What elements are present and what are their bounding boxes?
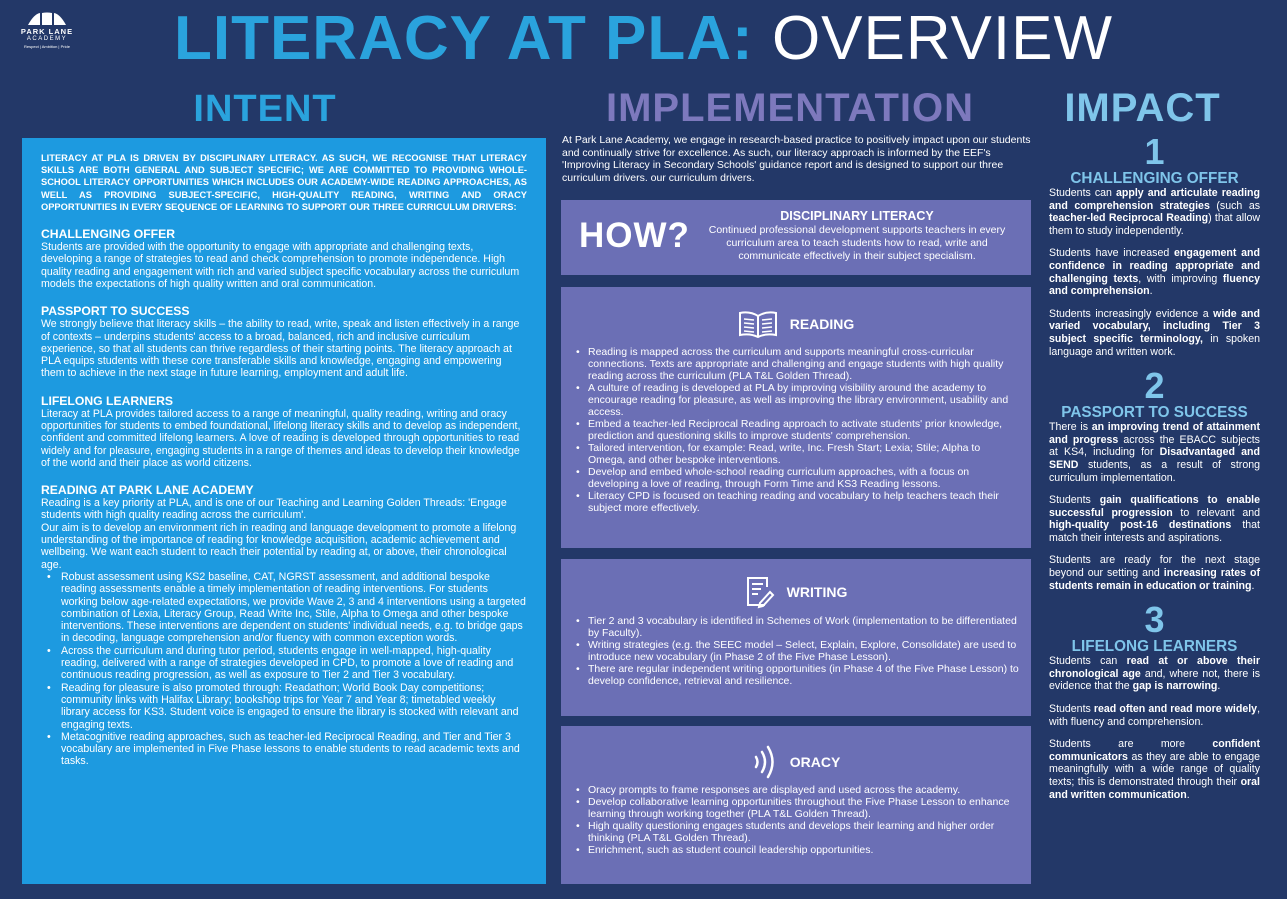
sound-waves-icon [752,745,778,779]
impact-column [1049,131,1261,811]
intent-lifelong-title: LIFELONG LEARNERS [41,393,174,408]
impact-challenging-text-2: Students have increased engagement and confidence in reading appropriate and challenging texts, with improving fluency and comprehension. [1049,247,1260,298]
implementation-heading: IMPLEMENTATION [605,86,975,130]
intent-passport-text: We strongly believe that literacy skills – the ability to read, write, speak and listen effectively in a range of contexts – underpins students' access to a broad, balanced, rich and inclusive curriculum experience, so that all students can thrive regardless of their starting points. The literacy approach at PLA equips students with these core transferable skills and knowledge, engaging and empowering them to achieve in the next stage in future learning, employment and adult life. [41,318,520,380]
reading-header [561,287,1031,343]
impact-challenging-text-1: Students can apply and articulate reading and comprehension strategies (such as teacher-led Reciprocal Reading) that allow them to study independently. [1049,187,1261,237]
impact-lifelong-text-2: Students read often and read more widely, with fluency and comprehension. [1049,703,1261,728]
list-item: • Robust assessment using KS2 baseline, CAT, NGRST assessment, and additional bespoke reading assessments enable a timely implementation of reading interventions. For students working below age-related expectations, we provide Wave 2, 3 and 4 interventions using a targeted combination of Lexia, Literacy Group, Read Write Inc, Stile, Alpha to Omega and other bespoke interventions. These interventions are dependent on students' individual needs, e.g. to bridge gaps in decoding, language comprehension and/or fluency with common exception words. [41,571,527,645]
logo-line2: ACADEMY [26,36,68,42]
list-item: • Reading is mapped across the curriculum and supports meaningful cross-curricular connections. Texts are appropriate and challenging and engage students with high quality reading across the curriculum (PLA T&L Golden Thread). [573,346,1019,382]
list-item: • Tailored intervention, for example: Read, write, Inc. Fresh Start; Lexia; Stile; Alpha to Omega, and other bespoke interventions. [573,442,1019,466]
implementation-intro: At Park Lane Academy, we engage in research-based practice to positively impact upon our students and continually strive for excellence. As such, our literacy approach is informed by the EEF's 'Improving Literacy in Secondary Schools' guidance report and is designed to support our three curriculum drivers. our curriculum drivers. [562,134,1031,184]
disciplinary-literacy [697,210,1017,263]
intent-reading-list [41,571,527,768]
impact-challenging-title: CHALLENGING OFFER [1070,170,1239,187]
impact-number-1: 1 [1144,131,1165,172]
page-title [0,4,1287,74]
impact-lifelong-text-3: Students are more confident communicators as they are able to engage meaningfully with a wide range of quality texts; this is demonstrated through their oral and written communication. [1049,738,1260,801]
writing-header [561,559,1031,615]
logo-tagline: Respect | Ambition | Pride [24,44,70,49]
impact-passport-text-3: Students are ready for the next stage beyond our setting and increasing rates of students remain in education or training. [1049,554,1261,592]
intent-lifelong-text: Literacy at PLA provides tailored access to a range of meaningful, quality reading, writing and oracy opportunities for students to embed foundational, lifelong literacy skills and to develop as independent, confident and committed lifelong learners. A love of reading is developed through opportunities to read widely and for pleasure, engaging students in a range of themes and ideas to develop their knowledge of the world and their place as world citizens. [41,407,521,469]
disciplinary-literacy-text: Continued professional development supports teachers in every curriculum area to teach students how to read, write and communicate effectively in their subject specialism. [708,224,1006,262]
impact-lifelong-text-1: Students can read at or above their chronological age and, where not, there is evidence that the gap is narrowing. [1049,655,1261,693]
intent-reading-text2: Our aim is to develop an environment rich in reading and language development to promote a lifelong understanding of the importance of reading for knowledge acquisition, academic achievement and wellbeing. We want each student to reach their potential by reading at, or above, their chronological age. [41,521,517,571]
list-item: • Develop and embed whole-school reading curriculum approaches, with a focus on developing a love of reading, through Form Time and KS3 Reading lessons. [573,466,1019,490]
oracy-box [561,726,1031,884]
list-item: • Oracy prompts to frame responses are displayed and used across the academy. [573,784,1019,796]
list-item: • Tier 2 and 3 vocabulary is identified in Schemes of Work (implementation to be differentiated by Faculty). [573,615,1019,639]
impact-heading: IMPACT [1064,86,1221,130]
title-part2: OVERVIEW [771,4,1113,73]
list-item: • Develop collaborative learning opportunities throughout the Five Phase Lesson to enhance learning through working together (PLA T&L Golden Thread). [573,796,1019,820]
list-item: • Metacognitive reading approaches, such as teacher-led Reciprocal Reading, and Tier and Tier 3 vocabulary are implemented in Five Phase lessons to enable students to read academic texts and tasks. [41,731,527,768]
impact-number-3: 3 [1144,599,1165,641]
list-item: • High quality questioning engages students and develops their learning and higher order thinking (PLA T&L Golden Thread). [573,820,1019,844]
impact-challenging-text-3: Students increasingly evidence a wide and varied vocabulary, including Tier 3 subject specific terminology, in spoken language and written work. [1049,307,1261,358]
intent-heading: INTENT [193,88,337,130]
intent-passport-title: PASSPORT TO SUCCESS [41,304,190,319]
list-item: • Enrichment, such as student council leadership opportunities. [573,844,1019,856]
list-item: • A culture of reading is developed at PLA by improving visibility around the academy to encourage reading for pleasure, as well as improving the library environment, usability and access. [573,382,1019,418]
intent-lead: LITERACY AT PLA IS DRIVEN BY DISCIPLINARY LITERACY. AS SUCH, WE RECOGNISE THAT LITERACY SKILLS ARE BOTH GENERAL AND SUBJECT SPECIFIC; WE ARE COMMITTED TO PROVIDING WHOLE-SCHOOL LITERACY OPPORTUNITIES WHICH INCLUDES OUR ACADEMY-WIDE READING APPROACHES, AS WELL AS PROVIDING SUBJECT-SPECIFIC, HIGH-QUALITY READING, WRITING AND ORACY OPPORTUNITIES IN EVERY SEQUENCE OF LEARNING TO SUPPORT OUR THREE CURRICULUM DRIVERS: [41,153,527,212]
writing-document-icon [745,575,775,609]
disciplinary-literacy-title: DISCIPLINARY LITERACY [780,209,934,223]
reading-title: READING [789,316,855,332]
impact-number-2: 2 [1144,365,1165,407]
list-item: • There are regular independent writing opportunities (in Phase 4 of the Five Phase Lesson) to develop confidence, retrieval and resilience. [573,663,1019,687]
intent-challenging-title: CHALLENGING OFFER [41,227,176,242]
oracy-title: ORACY [789,754,841,770]
title-part1: LITERACY AT PLA: [173,4,754,73]
writing-list [561,615,1031,687]
writing-title: WRITING [786,584,848,600]
oracy-header [561,726,1031,784]
how-label: HOW? [579,216,690,255]
reading-box [561,287,1031,548]
impact-lifelong-title: LIFELONG LEARNERS [1071,638,1238,656]
oracy-list [561,784,1031,856]
intent-challenging-text: Students are provided with the opportunity to engage with appropriate and challenging texts, developing a range of strategies to read and check comprehension to promote independence. High quality reading and engagement with rich and varied subject specific vocabulary across the curriculum models the expectations of high quality written and oral communication. [41,241,520,290]
list-item: • Reading for pleasure is also promoted through: Readathon; World Book Day competitions; community links with Halifax Library; bookshop trips for Year 7 and Year 8; timetabled weekly library access for KS3. Student voice is engaged to ensure the library is stocked with relevant and engaging texts. [41,682,527,731]
how-box [561,200,1031,275]
reading-list [561,346,1031,514]
list-item: • Literacy CPD is focused on teaching reading and vocabulary to help teachers teach their subject more effectively. [573,490,1019,514]
writing-box [561,559,1031,716]
intent-reading-title: READING AT PARK LANE ACADEMY [41,483,254,498]
impact-passport-text-1: There is an improving trend of attainment and progress across the EBACC subjects at KS4, including for Disadvantaged and SEND students, as a result of strong curriculum implementation. [1049,421,1261,484]
list-item: • Across the curriculum and during tutor period, students engage in well-mapped, high-quality reading, delivered with a range of strategies developed in CPD, to promote a love of reading and continuous reading progression, as well as exposure to Tier 2 and Tier 3 vocabulary. [41,645,527,682]
impact-passport-text-2: Students gain qualifications to enable successful progression to relevant and high-quality post-16 destinations that match their interests and aspirations. [1049,494,1261,544]
list-item: • Writing strategies (e.g. the SEEC model – Select, Explain, Explore, Consolidate) are used to introduce new vocabulary (in Phase 2 of the Five Phase Lesson). [573,639,1019,663]
logo-line1: PARK LANE [20,27,74,36]
open-book-icon [738,310,778,338]
intent-panel [22,138,546,884]
list-item: • Embed a teacher-led Reciprocal Reading approach to activate students' prior knowledge, prediction and questioning skills to improve students' comprehension. [573,418,1019,442]
impact-passport-title: PASSPORT TO SUCCESS [1061,404,1248,422]
intent-reading-text1: Reading is a key priority at PLA, and is one of our Teaching and Learning Golden Threads: 'Engage students with high quality reading across the curriculum'. [41,497,507,522]
